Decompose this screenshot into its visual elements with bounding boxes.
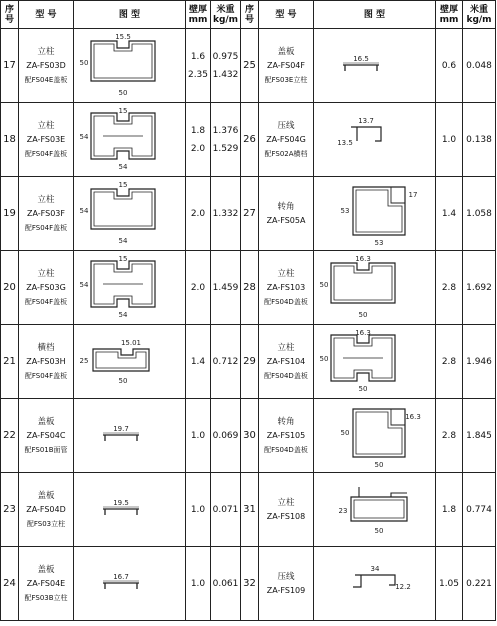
profile-code: ZA-FS105 <box>266 430 306 440</box>
thickness-value: 1.4 <box>441 208 457 219</box>
row-weight <box>463 103 496 177</box>
row-thickness <box>186 399 211 473</box>
row-weight <box>463 547 496 621</box>
row-figure <box>74 473 186 547</box>
dimension-label: 54 <box>118 236 127 245</box>
row-figure <box>74 177 186 251</box>
header-weight: 米重 kg/m <box>211 1 241 29</box>
row-thickness <box>436 251 463 325</box>
table-row <box>1 29 496 103</box>
profile-note: 配FS04D盖板 <box>264 445 308 454</box>
dimension-label: 19.5 <box>112 498 129 507</box>
header-thickness: 壁厚 mm <box>436 1 463 29</box>
thickness-value: 2.0 <box>190 282 206 293</box>
dimension-label: 13.5 <box>336 138 353 147</box>
row-model <box>259 325 314 399</box>
weight-value: 0.774 <box>466 504 492 515</box>
row-figure <box>314 177 436 251</box>
weight-value: 1.058 <box>466 208 492 219</box>
thickness-value: 2.0 <box>190 143 206 154</box>
row-model <box>259 251 314 325</box>
row-model <box>19 325 74 399</box>
row-seq: 28 <box>241 251 259 325</box>
row-weight <box>211 399 241 473</box>
dimension-label: 54 <box>79 280 88 289</box>
row-seq: 26 <box>241 103 259 177</box>
dimension-label: 50 <box>118 376 127 385</box>
row-figure <box>74 29 186 103</box>
dimension-label: 23 <box>338 506 347 515</box>
profile-note: 配FS03E立柱 <box>264 75 308 84</box>
row-model <box>259 177 314 251</box>
profile-note: 配FS04F盖板 <box>24 223 68 232</box>
row-seq: 27 <box>241 177 259 251</box>
weight-value: 1.376 <box>212 125 239 136</box>
dimension-label: 15 <box>118 106 127 115</box>
row-figure <box>314 547 436 621</box>
row-seq: 31 <box>241 473 259 547</box>
dimension-label: 16.3 <box>404 412 421 421</box>
table-row <box>1 325 496 399</box>
profile-category: 压线 <box>277 120 295 131</box>
row-thickness <box>186 251 211 325</box>
dimension-label: 25 <box>79 356 88 365</box>
profile-drawing <box>75 179 185 249</box>
thickness-value: 0.6 <box>441 60 457 71</box>
row-seq: 23 <box>1 473 19 547</box>
weight-value: 1.845 <box>466 430 492 441</box>
header-seq: 序号 <box>1 1 19 29</box>
row-figure <box>74 103 186 177</box>
dimension-label: 19.7 <box>112 424 129 433</box>
profile-category: 立柱 <box>277 268 295 279</box>
dimension-label: 12.2 <box>394 582 411 591</box>
weight-value: 0.061 <box>212 578 239 589</box>
dimension-label: 34 <box>370 564 379 573</box>
profile-category: 盖板 <box>37 490 55 501</box>
profile-category: 立柱 <box>37 268 55 279</box>
thickness-value: 1.0 <box>441 134 457 145</box>
row-weight <box>211 177 241 251</box>
dimension-label: 17 <box>408 190 417 199</box>
profile-note: 配FS04F盖板 <box>24 149 68 158</box>
profile-code: ZA-FS108 <box>266 511 306 521</box>
header-figure: 图 型 <box>314 1 436 29</box>
profile-note: 配FS04D盖板 <box>264 371 308 380</box>
thickness-value: 2.35 <box>187 69 209 80</box>
profile-note: 配FS01B面管 <box>24 445 68 454</box>
row-figure <box>314 473 436 547</box>
table-row <box>1 473 496 547</box>
profile-code: ZA-FS04E <box>26 578 66 588</box>
thickness-value: 1.0 <box>190 430 206 441</box>
dimension-label: 50 <box>358 384 367 393</box>
profile-drawing <box>315 105 435 175</box>
row-thickness <box>186 325 211 399</box>
dimension-label: 50 <box>374 460 383 469</box>
dimension-label: 54 <box>118 310 127 319</box>
header-model: 型 号 <box>259 1 314 29</box>
row-figure <box>74 547 186 621</box>
profile-note: 配FS02A横档 <box>264 149 308 158</box>
row-weight <box>211 325 241 399</box>
thickness-value: 2.8 <box>441 356 457 367</box>
row-seq: 24 <box>1 547 19 621</box>
profile-code: ZA-FS03D <box>26 60 66 70</box>
weight-value: 0.069 <box>212 430 239 441</box>
weight-value: 1.459 <box>212 282 239 293</box>
row-seq: 30 <box>241 399 259 473</box>
row-weight <box>211 473 241 547</box>
profile-note: 配FS04D盖板 <box>264 297 308 306</box>
profile-code: ZA-FS109 <box>266 585 306 595</box>
row-weight <box>211 29 241 103</box>
row-model <box>19 251 74 325</box>
row-thickness <box>186 177 211 251</box>
profile-note: 配FS04F盖板 <box>24 371 68 380</box>
row-thickness <box>186 103 211 177</box>
dimension-label: 15 <box>118 254 127 263</box>
row-seq: 19 <box>1 177 19 251</box>
table-row <box>1 103 496 177</box>
dimension-label: 54 <box>79 132 88 141</box>
weight-value: 0.712 <box>212 356 239 367</box>
row-thickness <box>436 103 463 177</box>
profile-note: 配FS04E盖板 <box>24 75 68 84</box>
row-figure <box>314 399 436 473</box>
row-weight <box>463 399 496 473</box>
thickness-value: 1.6 <box>190 51 206 62</box>
row-model <box>19 547 74 621</box>
profile-category: 盖板 <box>37 416 55 427</box>
thickness-value: 2.0 <box>190 208 206 219</box>
dimension-label: 53 <box>374 238 383 247</box>
row-weight <box>211 103 241 177</box>
dimension-label: 50 <box>79 58 88 67</box>
profile-note: 配FS04F盖板 <box>24 297 68 306</box>
profile-category: 立柱 <box>37 120 55 131</box>
weight-value: 0.071 <box>212 504 239 515</box>
profile-drawing <box>315 549 435 619</box>
header-row <box>1 1 496 29</box>
row-weight <box>463 251 496 325</box>
weight-value: 1.692 <box>466 282 492 293</box>
table-row <box>1 547 496 621</box>
row-thickness <box>436 473 463 547</box>
dimension-label: 13.7 <box>357 116 374 125</box>
row-thickness <box>436 399 463 473</box>
profile-category: 立柱 <box>37 46 55 57</box>
profile-category: 盖板 <box>277 46 295 57</box>
row-weight <box>463 177 496 251</box>
header-weight: 米重 kg/m <box>463 1 496 29</box>
weight-value: 0.138 <box>466 134 492 145</box>
profile-code: ZA-FS03G <box>26 282 66 292</box>
row-figure <box>74 325 186 399</box>
profile-code: ZA-FS104 <box>266 356 306 366</box>
row-thickness <box>186 29 211 103</box>
profile-note: 配FS03B立柱 <box>24 593 68 602</box>
profile-drawing <box>315 31 435 101</box>
dimension-label: 50 <box>319 354 328 363</box>
row-seq: 22 <box>1 399 19 473</box>
row-thickness <box>186 473 211 547</box>
row-figure <box>314 251 436 325</box>
profile-code: ZA-FS03E <box>26 134 66 144</box>
header-figure: 图 型 <box>74 1 186 29</box>
row-model <box>19 29 74 103</box>
row-seq: 20 <box>1 251 19 325</box>
dimension-label: 16.7 <box>112 572 129 581</box>
profile-drawing <box>315 179 435 249</box>
dimension-label: 54 <box>79 206 88 215</box>
thickness-value: 2.8 <box>441 430 457 441</box>
row-thickness <box>436 547 463 621</box>
row-model <box>19 399 74 473</box>
profile-category: 立柱 <box>37 194 55 205</box>
profile-category: 转角 <box>277 201 295 212</box>
row-model <box>259 473 314 547</box>
profile-drawing <box>75 253 185 323</box>
row-model <box>259 399 314 473</box>
dimension-label: 50 <box>340 428 349 437</box>
row-thickness <box>186 547 211 621</box>
row-seq: 32 <box>241 547 259 621</box>
row-figure <box>74 251 186 325</box>
weight-value: 1.332 <box>212 208 239 219</box>
row-seq: 18 <box>1 103 19 177</box>
profile-code: ZA-FS04F <box>267 60 305 70</box>
dimension-label: 50 <box>358 310 367 319</box>
profile-code: ZA-FS04D <box>26 504 66 514</box>
row-figure <box>74 399 186 473</box>
profile-drawing <box>75 401 185 471</box>
thickness-value: 1.4 <box>190 356 206 367</box>
thickness-value: 1.0 <box>190 504 206 515</box>
dimension-label: 16.3 <box>354 254 371 263</box>
row-weight <box>463 325 496 399</box>
row-weight <box>211 251 241 325</box>
profile-drawing <box>315 253 435 323</box>
profile-drawing <box>75 327 185 397</box>
profile-drawing <box>75 31 185 101</box>
row-model <box>259 29 314 103</box>
row-model <box>259 103 314 177</box>
table-row <box>1 399 496 473</box>
weight-value: 0.048 <box>466 60 492 71</box>
weight-value: 0.221 <box>466 578 492 589</box>
dimension-label: 50 <box>118 88 127 97</box>
thickness-value: 1.8 <box>441 504 457 515</box>
profile-category: 转角 <box>277 416 295 427</box>
profile-category: 压线 <box>277 571 295 582</box>
profile-drawing <box>75 475 185 545</box>
profile-drawing <box>75 549 185 619</box>
thickness-value: 1.8 <box>190 125 206 136</box>
row-model <box>19 177 74 251</box>
profile-drawing <box>315 327 435 397</box>
row-weight <box>463 473 496 547</box>
table-row <box>1 177 496 251</box>
dimension-label: 15 <box>118 180 127 189</box>
row-figure <box>314 325 436 399</box>
profile-note: 配FS03立柱 <box>26 519 66 528</box>
header-thickness: 壁厚 mm <box>186 1 211 29</box>
weight-value: 1.946 <box>466 356 492 367</box>
dimension-label: 54 <box>118 162 127 171</box>
profile-category: 立柱 <box>277 497 295 508</box>
profile-code: ZA-FS04G <box>266 134 306 144</box>
row-weight <box>211 547 241 621</box>
dimension-label: 16.3 <box>354 328 371 337</box>
row-figure <box>314 29 436 103</box>
row-figure <box>314 103 436 177</box>
profile-category: 盖板 <box>37 564 55 575</box>
profile-category: 立柱 <box>277 342 295 353</box>
profile-code: ZA-FS03F <box>27 208 65 218</box>
row-model <box>19 473 74 547</box>
row-model <box>19 103 74 177</box>
profile-drawing <box>315 401 435 471</box>
thickness-value: 1.0 <box>190 578 206 589</box>
profile-code: ZA-FS03H <box>26 356 66 366</box>
table-row <box>1 251 496 325</box>
dimension-label: 53 <box>340 206 349 215</box>
weight-value: 1.529 <box>212 143 239 154</box>
dimension-label: 50 <box>319 280 328 289</box>
profile-category: 横档 <box>37 342 55 353</box>
dimension-label: 16.5 <box>352 54 369 63</box>
header-seq: 序号 <box>241 1 259 29</box>
row-thickness <box>436 325 463 399</box>
thickness-value: 2.8 <box>441 282 457 293</box>
thickness-value: 1.05 <box>438 578 460 589</box>
profile-drawing <box>315 475 435 545</box>
row-model <box>259 547 314 621</box>
header-model: 型 号 <box>19 1 74 29</box>
profile-code: ZA-FS05A <box>266 215 306 225</box>
row-seq: 25 <box>241 29 259 103</box>
row-thickness <box>436 177 463 251</box>
weight-value: 0.975 <box>212 51 239 62</box>
dimension-label: 15.5 <box>114 32 131 41</box>
row-seq: 29 <box>241 325 259 399</box>
row-weight <box>463 29 496 103</box>
dimension-label: 15.01 <box>120 338 141 347</box>
profile-drawing <box>75 105 185 175</box>
row-seq: 21 <box>1 325 19 399</box>
weight-value: 1.432 <box>212 69 239 80</box>
dimension-label: 50 <box>374 526 383 535</box>
profile-code: ZA-FS04C <box>26 430 66 440</box>
row-seq: 17 <box>1 29 19 103</box>
row-thickness <box>436 29 463 103</box>
profile-code: ZA-FS103 <box>266 282 306 292</box>
